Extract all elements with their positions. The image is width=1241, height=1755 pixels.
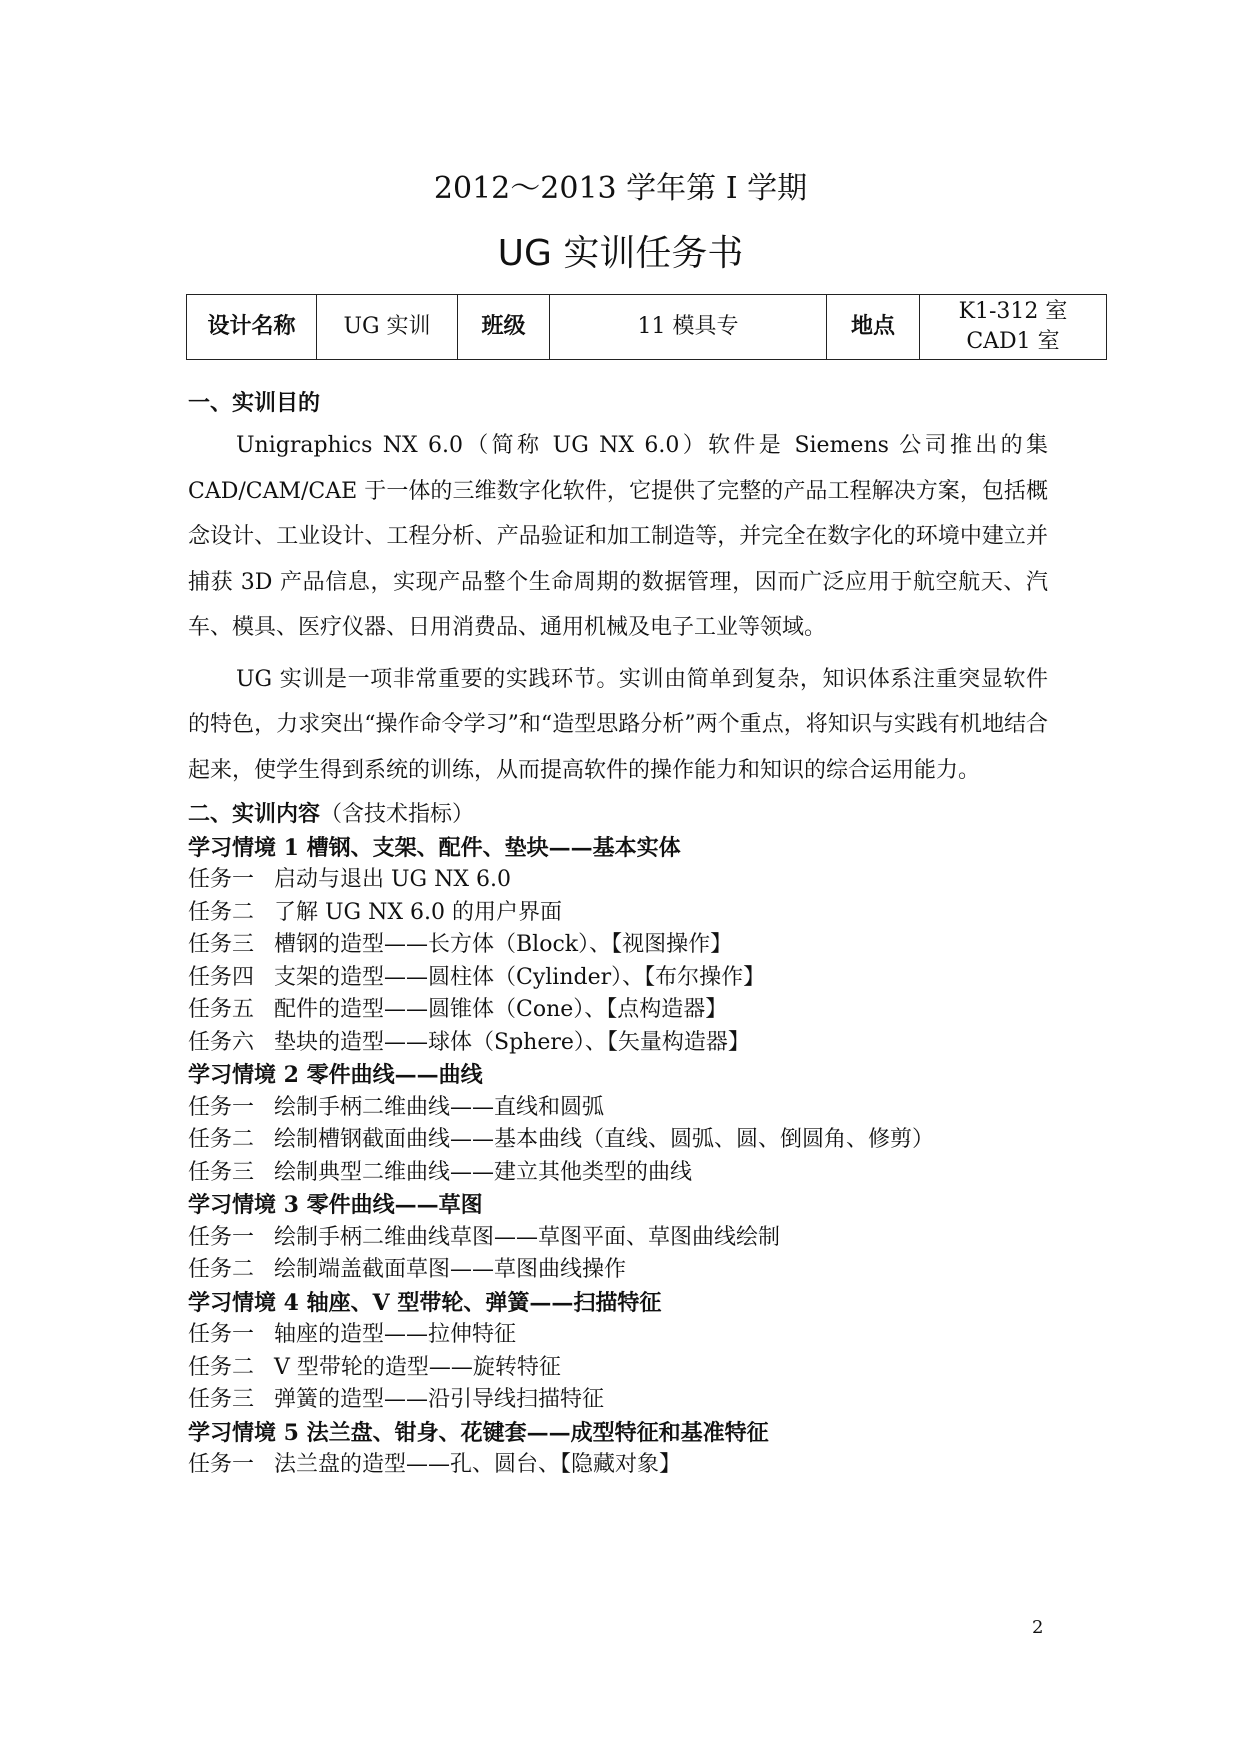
task-id: 任务三 [188,932,255,957]
task-text: 绘制典型二维曲线——建立其他类型的曲线 [274,1159,693,1185]
task-text: 了解 UG NX 6.0 的用户界面 [274,899,562,925]
task-text: 支架的造型——圆柱体（Cylinder）、【布尔操作】 [274,964,766,990]
task-text: V 型带轮的造型——旋转特征 [274,1354,561,1380]
task-id: 任务一 [188,867,255,892]
task-text: 槽钢的造型——长方体（Block）、【视图操作】 [274,932,733,957]
task-item [188,1092,1048,1125]
task-id: 任务二 [188,899,255,925]
learning-situation-heading: 学习情境 3 零件曲线——草图 [188,1192,483,1218]
design-name-value: UG 实训 [317,295,458,360]
task-id: 任务一 [188,1094,255,1120]
task-list [188,832,1048,1482]
section-heading-content-title: 二、实训内容 [188,802,321,827]
task-item [188,1449,1048,1482]
task-item [188,897,1048,930]
task-id: 任务五 [188,997,255,1022]
task-id: 任务四 [188,964,255,990]
task-text: 绘制手柄二维曲线草图——草图平面、草图曲线绘制 [274,1224,781,1250]
section-heading-objectives: 一、实训目的 [188,391,321,416]
task-text: 绘制手柄二维曲线——直线和圆弧 [274,1094,605,1120]
task-item [188,1157,1048,1190]
page-number: 2 [1032,1617,1044,1638]
task-item [188,864,1048,897]
task-text: 垫块的造型——球体（Sphere）、【矢量构造器】 [274,1029,750,1055]
document-body [188,385,1048,1482]
task-id: 任务六 [188,1029,255,1055]
task-item [188,994,1048,1027]
task-item [188,1352,1048,1385]
task-text: 绘制端盖截面草图——草图曲线操作 [274,1257,627,1282]
paragraph-objectives-1: Unigraphics NX 6.0（简称 UG NX 6.0）软件是 Siemens 公司推出的集 CAD/CAM/CAE 于一体的三维数字化软件，它提供了完整的产品工程解决方案，包括概念设计、工业设计、工程分析、产品验证和加工制造等，并完全在数字化的环境中建立并捕获 3D 产品信息，实现产品整个生命周期的数据管理，因而广泛应用于航空航天、汽车、模具、医疗仪器、日用消费品、通用机械及电子工业等领域。 [188,433,1048,640]
section-heading-content [188,799,1048,832]
task-text: 配件的造型——圆锥体（Cone）、【点构造器】 [274,997,728,1022]
task-item [188,1319,1048,1352]
task-text: 轴座的造型——拉伸特征 [274,1322,517,1347]
task-text: 启动与退出 UG NX 6.0 [274,867,511,892]
task-id: 任务三 [188,1159,255,1185]
paragraph-objectives-2: UG 实训是一项非常重要的实践环节。实训由简单到复杂，知识体系注重突显软件的特色，力求突出“操作命令学习”和“造型思路分析”两个重点，将知识与实践有机地结合起来，使学生得到系统的训练，从而提高软件的操作能力和知识的综合运用能力。 [188,666,1048,783]
task-id: 任务一 [188,1452,255,1477]
class-label: 班级 [458,295,550,360]
location-line-1: K1-312 室 [958,299,1068,324]
task-text: 法兰盘的造型——孔、圆台、【隐藏对象】 [274,1452,682,1477]
semester-heading: 2012～2013 学年第 I 学期 [433,171,808,206]
learning-situation-heading: 学习情境 1 槽钢、支架、配件、垫块——基本实体 [188,834,681,861]
info-table [186,294,1107,360]
task-id: 任务二 [188,1354,255,1380]
learning-situation-heading: 学习情境 5 法兰盘、钳身、花键套——成型特征和基准特征 [188,1419,769,1446]
task-item [188,1124,1048,1157]
section-heading-content-note: （含技术指标） [320,802,475,827]
task-id: 任务二 [188,1257,255,1282]
task-item [188,1222,1048,1255]
task-text: 弹簧的造型——沿引导线扫描特征 [274,1387,605,1412]
task-id: 任务一 [188,1322,255,1347]
task-id: 任务三 [188,1387,255,1412]
class-value: 11 模具专 [550,295,827,360]
learning-situation-heading: 学习情境 4 轴座、V 型带轮、弹簧——扫描特征 [188,1289,662,1316]
task-item [188,1027,1048,1060]
task-item [188,962,1048,995]
document-title: UG 实训任务书 [497,233,744,274]
location-label: 地点 [827,295,920,360]
task-item [188,1254,1048,1287]
location-line-2: CAD1 室 [966,329,1060,354]
learning-situation-heading: 学习情境 2 零件曲线——曲线 [188,1062,483,1088]
task-text: 绘制槽钢截面曲线——基本曲线（直线、圆弧、圆、倒圆角、修剪） [274,1127,935,1152]
task-id: 任务一 [188,1224,255,1250]
task-item [188,1384,1048,1417]
location-value [920,295,1107,360]
task-item [188,929,1048,962]
task-id: 任务二 [188,1127,255,1152]
design-name-label: 设计名称 [187,295,317,360]
